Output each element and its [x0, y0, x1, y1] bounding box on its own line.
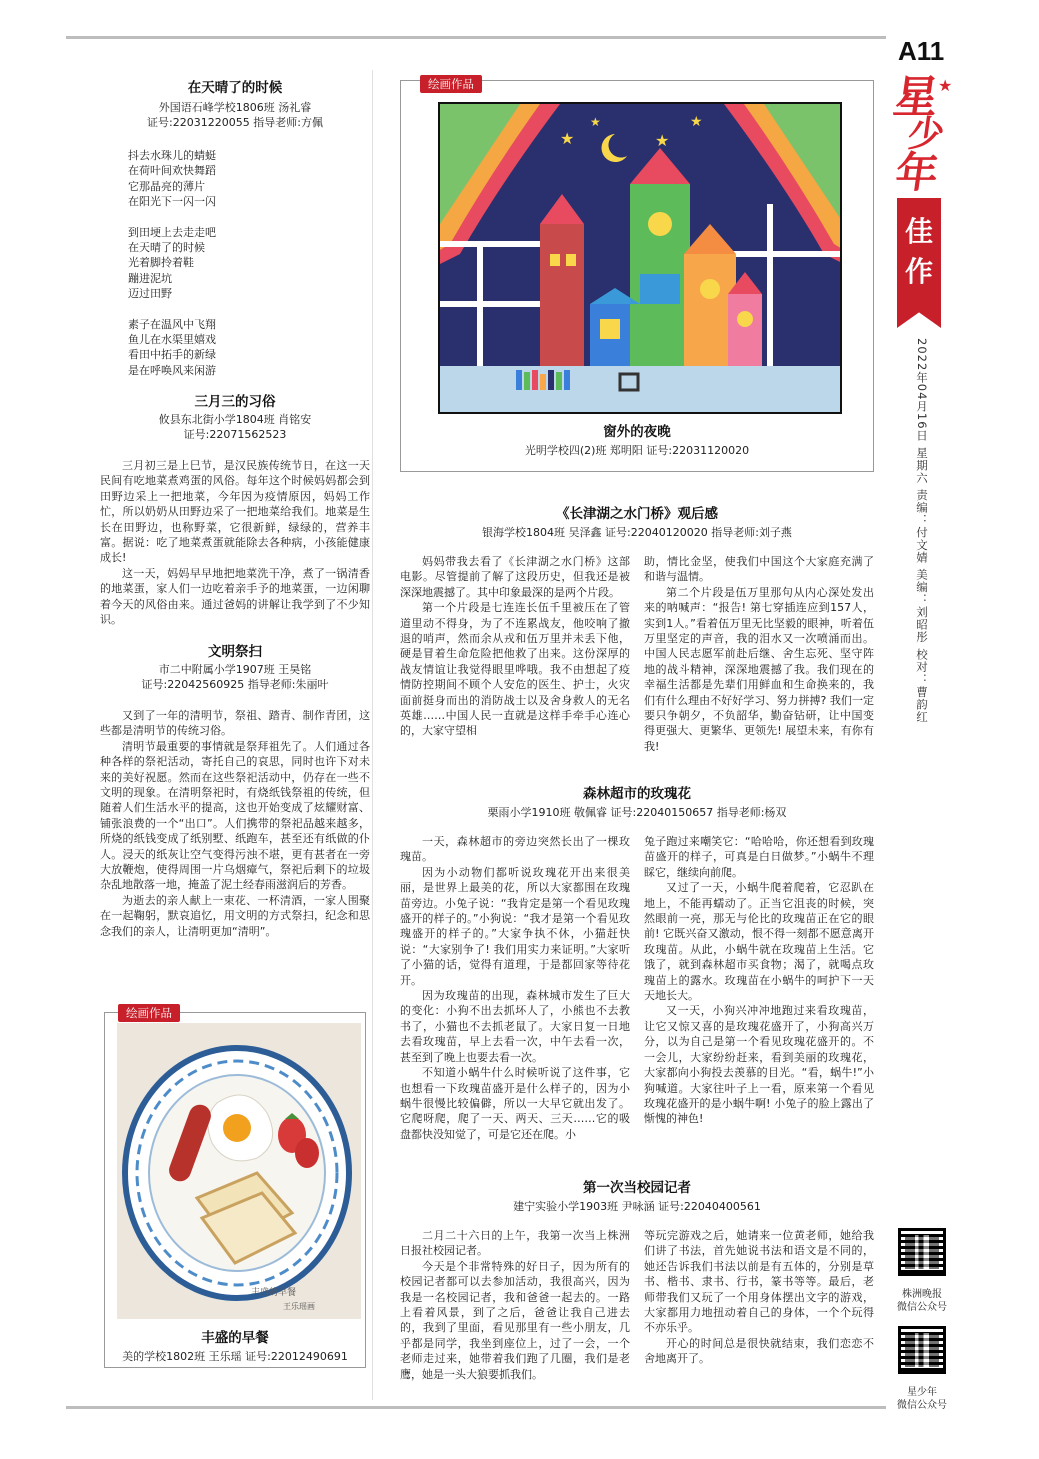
paragraph: 兔子跑过来嘲笑它：“哈哈哈，你还想看到玫瑰苗盛开的样子，可真是白日做梦。”小蜗牛不理睬它，继续向前爬。: [644, 835, 874, 879]
painting-caption: [104, 1326, 366, 1364]
poem-stanza: [128, 225, 370, 302]
article-body: [100, 708, 370, 939]
paragraph: 妈妈带我去看了《长津湖之水门桥》这部电影。尽管提前了解了这段历史，但我还是被深深地震撼了。其中印象最深的是两个片段。: [400, 555, 630, 599]
paragraph: 等玩完游戏之后，她请来一位黄老师，她给我们讲了书法，首先她说书法和语文是不同的，她还告诉我们书法以前是有五体的，分别是草书、楷书、隶书、行书，篆书等等。最后，老师带我们又玩了一个用身体摆出文字的游戏，大家都用力地扭动着自己的身体，一个个玩得不亦乐乎。: [644, 1229, 874, 1335]
svg-text:★: ★: [590, 115, 601, 129]
paragraph: 为逝去的亲人献上一束花、一杯清酒，一家人围聚在一起鞠躬，默哀追忆，用文明的方式祭扫，纪念和思念我们的亲人，让清明更加“清明”。: [100, 893, 370, 938]
brand-char-3: 年: [892, 148, 942, 197]
poem-line: 迈过田野: [128, 287, 172, 301]
poem-line: 到田埂上去走走吧: [128, 225, 216, 239]
article-column: [400, 554, 630, 754]
article-school: 市二中附属小学1907班 王昊铭: [158, 663, 312, 676]
poem-article: [100, 76, 370, 393]
poem-line: 在荷叶间欢快舞蹈: [128, 164, 216, 178]
svg-text:★: ★: [560, 129, 575, 148]
paragraph: 又过了一天，小蜗牛爬着爬着，它忍趴在地上，不能再蠕动了。正当它沮丧的时候，突然眼前一亮，那无与伦比的玫瑰苗正在它的眼前! 它既兴奋又激动，恨不得一刻都不愿意离开玫瑰苗。从此，小蜗牛就在玫瑰苗上生活。它饿了，就到森林超市买食物；渴了，就喝点玫瑰苗上的露水。玫瑰苗在小蜗牛的呵护下一天天地长大。: [644, 881, 874, 1003]
article-school: 外国语石峰学校1806班 汤礼睿: [158, 101, 312, 114]
painting-caption: [400, 420, 874, 458]
article-column: [644, 1228, 874, 1382]
brand-logo: [890, 72, 962, 197]
paragraph: 助，情比金坚，使我们中国这个大家庭充满了和谐与温情。: [644, 555, 874, 584]
paragraph: 又一天，小狗兴冲冲地跑过来看玫瑰苗，让它又惊又喜的是玫瑰花盛开了，小狗高兴万分，以为自己是第一个看见玫瑰花盛开的。不一会儿，大家纷纷赶来，看到美丽的玫瑰花，大家都向小狗投去羡慕的目光。“看，蜗牛!”小狗喊道。大家往叶子上一看，原来第一个看见玫瑰花盛开的是小蜗牛啊! 小兔子的脸上露出了惭愧的神色!: [644, 1004, 874, 1126]
painting-inscription: 丰盛的早餐: [251, 1288, 297, 1298]
breakfast-painting: [117, 1023, 361, 1319]
svg-text:★: ★: [655, 131, 670, 150]
poem-line: 它那晶亮的薄片: [128, 179, 205, 193]
article-column: [400, 834, 630, 1142]
article-byline: 栗雨小学1910班 敬佩睿 证号:22040150657 指导老师:杨双: [487, 806, 787, 819]
paragraph: 开心的时间总是很快就结束，我们恋恋不舍地离开了。: [644, 1336, 874, 1366]
brand-char-2: 少: [905, 113, 947, 155]
qr-caption: 星少年 微信公众号: [897, 1387, 947, 1411]
issue-meta: 2022年04月16日 星期六 责编：付文婧 美编：刘昭彤 校对：曹韵红: [915, 338, 929, 724]
article-title: 三月三的习俗: [194, 394, 276, 410]
paragraph: 不知道小蜗牛什么时候听说了这件事，它也想看一下玫瑰苗盛开是什么样子的，因为小蜗牛很慢比较偏僻，所以一大早它就出发了。它爬呀爬，爬了一天、两天、三天……它的吸盘都快没知觉了，可是它还在爬。小: [400, 1066, 630, 1141]
poem-line: 蹦进泥坑: [128, 271, 172, 285]
article-cert: 证号:22071562523: [183, 428, 287, 441]
bottom-rule: [66, 1406, 886, 1409]
painting-credit: 美的学校1802班 王乐瑶 证号:22012490691: [122, 1350, 348, 1363]
section-char: 作: [904, 255, 933, 288]
article-cert: 证号:22042560925 指导老师:朱丽叶: [141, 678, 329, 691]
painting-title: 丰盛的早餐: [201, 1330, 269, 1346]
painting-signature: 王乐瑶画: [283, 1302, 315, 1311]
article-title: 第一次当校园记者: [583, 1180, 691, 1196]
paragraph: 因为玫瑰苗的出现，森林城市发生了巨大的变化：小狗不出去抓坏人了，小熊也不去教书了，小猫也不去抓老鼠了。大家日复一日地去看玫瑰苗，早上去看一次，中午去看一次，甚至到了晚上也要去看一次。: [400, 989, 630, 1064]
paragraph: 一天，森林超市的旁边突然长出了一棵玫瑰苗。: [400, 835, 630, 864]
poem-line: 是在呼唤风来闲游: [128, 363, 216, 377]
poem-line: 在阳光下一闪一闪: [128, 195, 216, 209]
qr-caption: 株洲晚报 微信公众号: [897, 1289, 947, 1313]
paragraph: 二月二十六日的上午，我第一次当上株洲日报社校园记者。: [400, 1229, 630, 1258]
article-column: [644, 834, 874, 1142]
painting-title: 窗外的夜晚: [603, 424, 671, 440]
article-wenming: [100, 640, 370, 939]
poem-stanza: [128, 317, 370, 379]
paragraph: 第二个片段是伍万里那句从内心深处发出来的呐喊声：“报告! 第七穿插连应到157人，实到1人。”看着伍万里无比坚毅的眼神，听着伍万里坚定的声音，我的泪水又一次喷涌而出。中国人民志愿军前赴后继、舍生忘死、坚守阵地的战斗精神，深深地震撼了我。我们现在的幸福生活都是先辈们用鲜血和生命换来的，我们有什么理由不好好学习、努力拼搏? 我们一定要只争朝夕，不负韶华，勤奋钻研，让中国变得更强大、更繁华、更领先! 展望未来，有你有我!: [644, 585, 874, 753]
article-changjinhu: [400, 502, 874, 754]
poem-line: 素子在温风中飞翔: [128, 317, 216, 331]
column-divider: [372, 70, 373, 1400]
paragraph: 三月初三是上巳节，是汉民族传统节日，在这一天民间有吃地菜煮鸡蛋的风俗。每年这个时候妈妈都会到田野边采上一把地菜，今年因为疫情原因，妈妈工作忙，所以奶奶从田野边采了一把地菜给我们。地菜是生长在田野边，也称野菜，它很新鲜，绿绿的，营养丰富。据说：吃了地菜煮蛋就能除去各种病，小孩能健康成长!: [100, 459, 370, 565]
paragraph: 这一天，妈妈早早地把地菜洗干净，煮了一锅清香的地菜蛋，家人们一边吃着亲手予的地菜蛋，一边闲聊着今天的风俗由来。通过爸妈的讲解让我学到了不少知识。: [100, 566, 370, 627]
section-label: [897, 212, 941, 292]
top-rule: [66, 36, 886, 39]
painting-credit: 光明学校四(2)班 郑明阳 证号:22031120020: [524, 444, 750, 457]
poem-line: 光着脚拎着鞋: [128, 256, 194, 270]
article-title: 森林超市的玫瑰花: [583, 786, 691, 802]
paragraph: 又到了一年的清明节，祭祖、踏青、制作青团，这些都是清明节的传统习俗。: [100, 709, 370, 738]
star-icon: ★: [938, 76, 953, 95]
paragraph: 今天是个非常特殊的好日子，因为所有的校园记者都可以去参加活动，我很高兴，因为我是一名校园记者，我和爸爸一起去的。一路上看着风景，到了之后，爸爸让我自己进去的，我到了里面，看见那里有一些小朋友，几乎都是同学，我坐到座位上，过了一会，一个老师走过来，她带着我们跑了几圈，我们是老鹰，她是一头大狼要抓我们。: [400, 1259, 630, 1381]
article-byline: 银海学校1804班 吴泽鑫 证号:22040120020 指导老师:刘子燕: [482, 526, 792, 539]
section-char: 佳: [904, 215, 933, 248]
poem-stanza: [128, 148, 370, 210]
article-jizhe: [400, 1176, 874, 1382]
article-column: [400, 1228, 630, 1382]
svg-text:★: ★: [690, 114, 703, 130]
article-sanyuesan: [100, 390, 370, 627]
qr-code[interactable]: [898, 1228, 946, 1276]
poem-line: 看田中拓手的新绿: [128, 348, 216, 362]
painting-badge: 绘画作品: [118, 1004, 180, 1022]
article-byline: 建宁实验小学1903班 尹咏涵 证号:22040400561: [513, 1200, 761, 1213]
qr-code[interactable]: [898, 1326, 946, 1374]
page-number: A11: [898, 36, 945, 66]
article-column: [644, 554, 874, 754]
article-cert: 证号:22031220055 指导老师:方佩: [147, 116, 323, 129]
poem-line: 在天晴了的时候: [128, 241, 205, 255]
article-body: [100, 458, 370, 627]
painting-badge: 绘画作品: [420, 75, 482, 93]
paragraph: 清明节最重要的事情就是祭拜祖先了。人们通过各种各样的祭祀活动，寄托自己的哀思，同时也许下对未来的美好祝愿。然而在这些祭祀活动中，仍存在一些不文明的现象。在清明祭祀时，有烧纸钱祭祖的传统，但随着人们生活水平的提高，这也开始变成了炫耀财富、铺张浪费的一个“出口”。人们携带的祭祀品越来越多，所烧的纸钱变成了纸别墅、纸跑车，甚至还有纸做的仆人。浸天的纸灰让空气变得污浊不堪，更有甚者在一旁大放鞭炮，使得周围一片乌烟瘴气，祭祀后剩下的垃圾杂乱地散落一地，掩盖了泥土经春雨滋润后的芳香。: [100, 739, 370, 892]
article-title: 《长津湖之水门桥》观后感: [556, 506, 718, 522]
paragraph: 因为小动物们都听说玫瑰花开出来很美丽，是世界上最美的花，所以大家都围在玫瑰苗旁边。小兔子说：“我肯定是第一个看见玫瑰盛开的样子的。”小狗说：“我才是第一个看见玫瑰盛开的样子的。”大家争执不休，小猫赶快说：“大家别争了! 我们用实力来证明。”大家听了小猫的话，觉得有道理，于是都回家等待花开。: [400, 865, 630, 987]
poem-body: [128, 148, 370, 378]
article-school: 攸县东北街小学1804班 肖铭安: [158, 413, 312, 426]
poem-line: 抖去水珠儿的蜻蜓: [128, 149, 216, 162]
night-painting: [438, 102, 842, 414]
article-title: 文明祭扫: [208, 644, 262, 660]
article-senlin: [400, 782, 874, 1142]
poem-line: 鱼儿在水渠里嬉戏: [128, 333, 216, 347]
article-title: 在天晴了的时候: [187, 80, 283, 96]
paragraph: 第一个片段是七连连长伍千里被压在了管道里动不得身，为了不连累战友，他咬响了撤退的哨声，然而余从戎和伍万里并未丢下他，硬是冒着生命危险把他救了出来。这份深厚的战友情谊让我觉得眼里哗哦。我不由想起了疫情防控期间不顾个人安危的医生、护士，火灾面前挺身而出的消防战士以及舍身救人的无名英雄……中国人民一直就是这样手牵手心连心的，大家守望相: [400, 601, 630, 738]
brand-char-1: 星: [890, 72, 942, 123]
